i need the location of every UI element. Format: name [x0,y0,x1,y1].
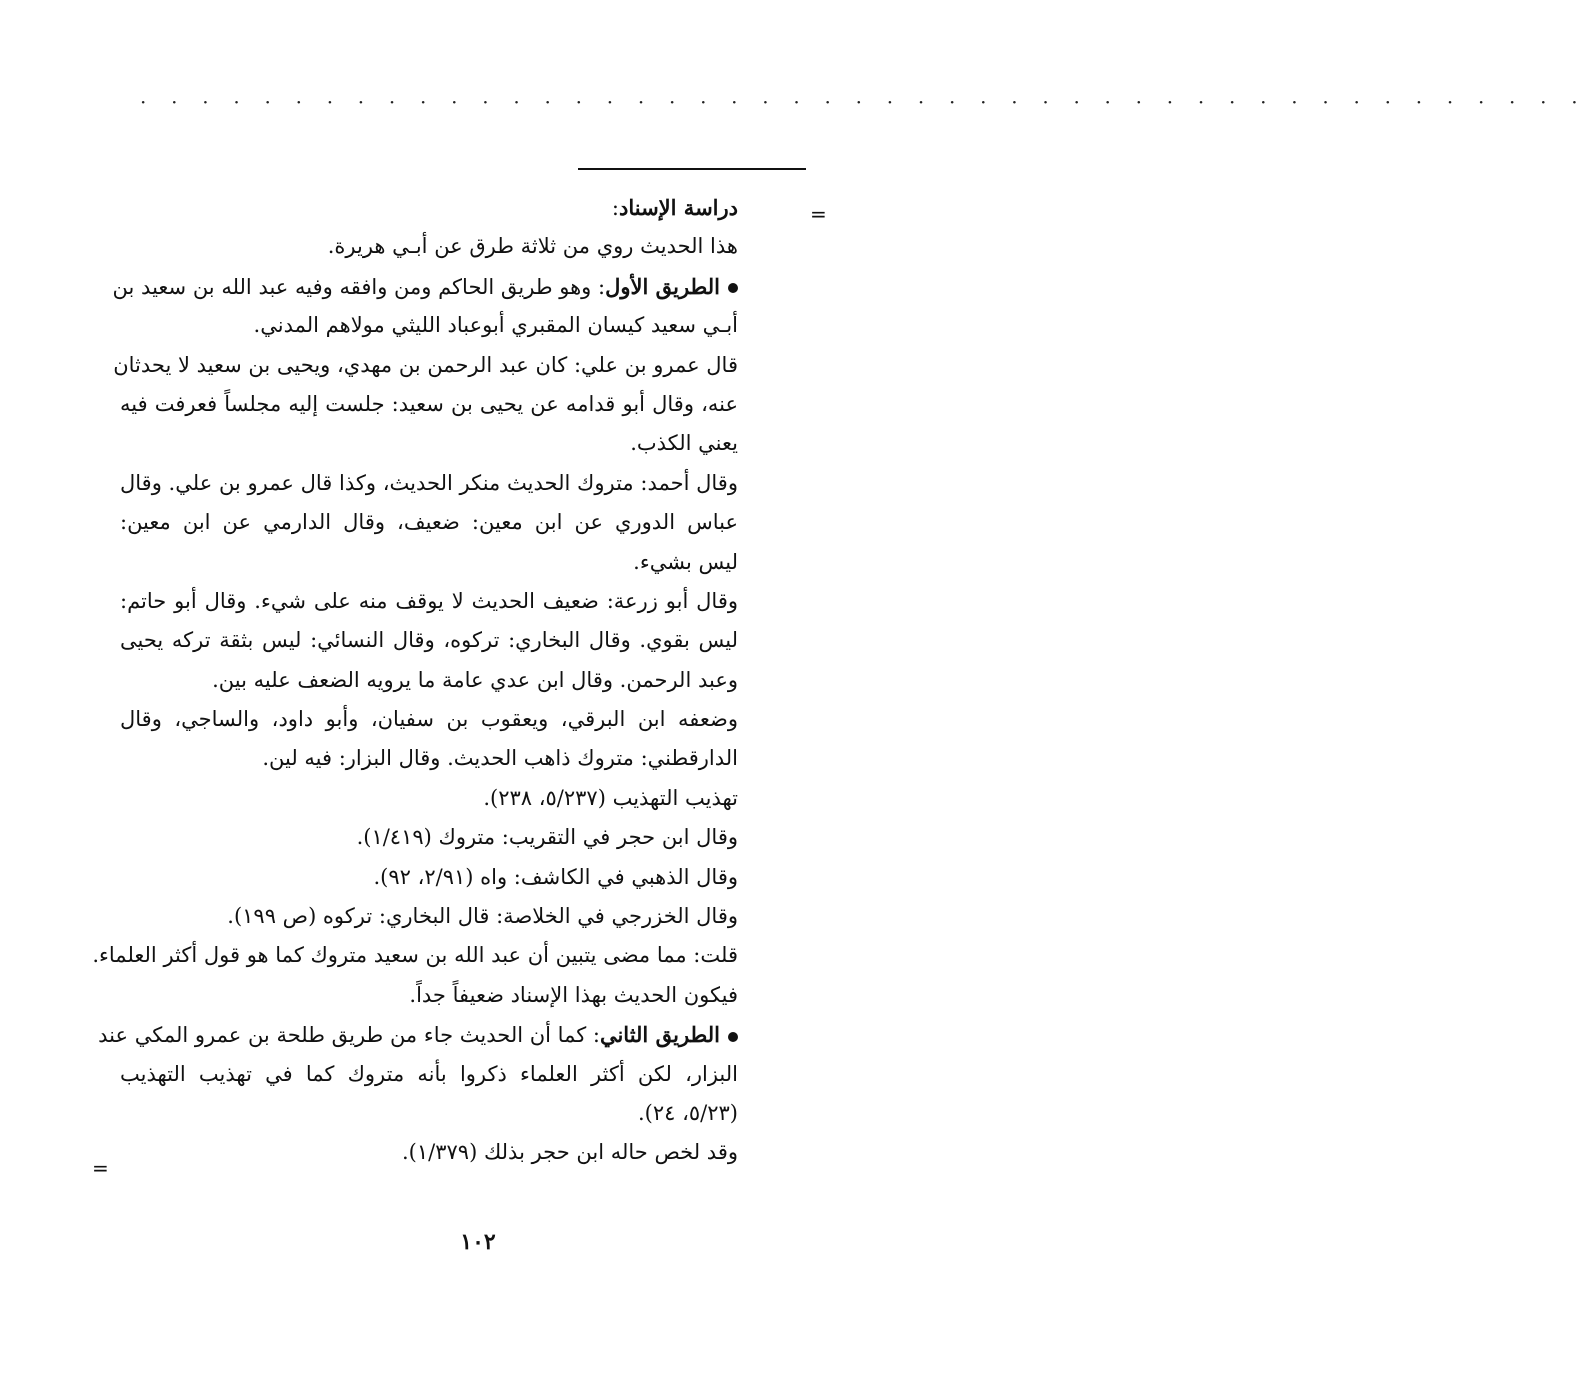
text-line: وعبد الرحمن. وقال ابن عدي عامة ما يرويه الضعف عليه بين. [212,667,738,692]
citation-line: تهذيب التهذيب (٥/٢٣٧، ٢٣٨). [483,785,738,810]
text-line: هذا الحديث روي من ثلاثة طرق عن أبـي هريرة. [327,234,738,259]
route-2-label: الطريق الثاني [599,1022,720,1048]
dotted-separator: · · · · · · · · · · · · · · · · · · · · · · · · · · · · · · · · · · · · · · · · · · · · · · · [140,90,1587,114]
text-line: فيكون الحديث بهذا الإسناد ضعيفاً جداً. [409,982,738,1007]
text-line: عباس الدوري عن ابن معين: ضعيف، وقال الدارمي عن ابن معين: [120,510,738,535]
text-line: عنه، وقال أبو قدامه عن يحيى بن سعيد: جلست إليه مجلساً فعرفت فيه [120,391,738,416]
text-line: يعني الكذب. [630,431,738,456]
route-2-line [98,1015,738,1054]
text-line: وضعفه ابن البرقي، ويعقوب بن سفيان، وأبو داود، والساجي، وقال [120,707,738,732]
text-line: أبـي سعيد كيسان المقبري أبوعباد الليثي مولاهم المدني. [253,313,738,338]
text-line: وقال أبو زرعة: ضعيف الحديث لا يوقف منه على شيء. وقال أبو حاتم: [120,588,738,613]
route-1-line [112,267,738,306]
bullet-icon [728,1032,738,1042]
continuation-mark-bottom: = [92,1156,109,1180]
route-1-label: الطريق الأول [605,273,720,299]
body-text [92,188,738,1173]
citation-line: وقال الخزرجي في الخلاصة: قال البخاري: تركوه (ص ١٩٩). [227,904,738,929]
page-number: ١٠٢ [460,1229,496,1255]
bullet-icon [728,283,738,293]
text-line: قال عمرو بن علي: كان عبد الرحمن بن مهدي، ويحيى بن سعيد لا يحدثان [113,352,738,377]
section-heading: دراسة الإسناد [619,195,738,220]
text-line: قلت: مما مضى يتبين أن عبد الله بن سعيد متروك كما هو قول أكثر العلماء. [92,943,738,968]
text-line: ليس بقوي. وقال البخاري: تركوه، وقال النسائي: ليس بثقة تركه يحيى [120,628,738,653]
route-1-text: : وهو طريق الحاكم ومن وافقه وفيه عبد الله بن سعيد بن [112,274,606,299]
text-line: البزار، لكن أكثر العلماء ذكروا بأنه متروك كما في تهذيب التهذيب [120,1061,738,1086]
section-heading-line [120,188,738,227]
route-2-text: : كما أن الحديث جاء من طريق طلحة بن عمرو المكي عند [98,1023,600,1048]
text-line: الدارقطني: متروك ذاهب الحديث. وقال البزار: فيه لين. [262,746,738,771]
citation-line: (٥/٢٣، ٢٤). [637,1100,738,1125]
text-line: ليس بشيء. [633,549,738,574]
citation-line: وقال ابن حجر في التقريب: متروك (١/٤١٩). [356,825,738,850]
text-line: وقال أحمد: متروك الحديث منكر الحديث، وكذا قال عمرو بن علي. وقال [120,470,738,495]
text-line: وقد لخص حاله ابن حجر بذلك (١/٣٧٩). [402,1140,738,1165]
heading-colon: : [611,196,619,220]
footnote-rule [578,168,806,170]
citation-line: وقال الذهبي في الكاشف: واه (٢/٩١، ٩٢). [373,864,738,889]
continuation-mark-top: = [810,202,827,226]
